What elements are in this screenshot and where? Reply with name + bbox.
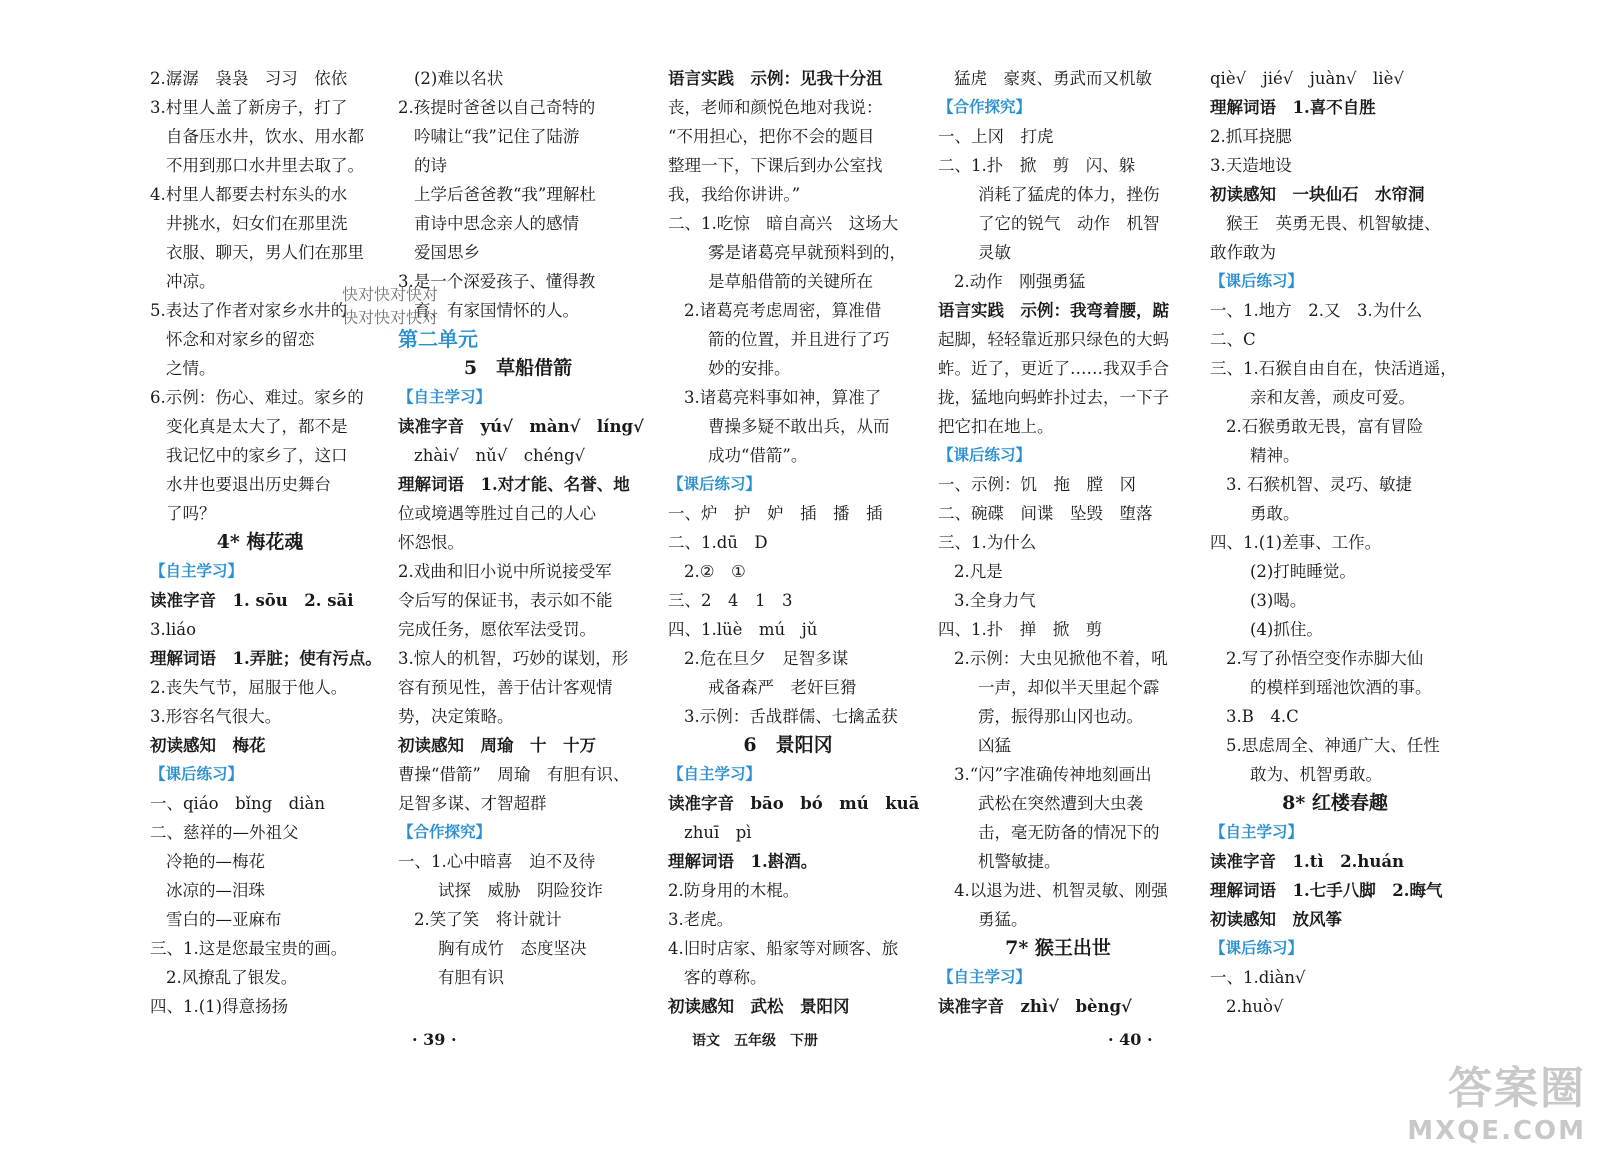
answer-line: 2.石猴勇敢无畏，富有冒险 xyxy=(1226,417,1424,436)
answer-line: “不用担心，把你不会的题目 xyxy=(668,127,875,146)
answer-line: 理解词语 1.喜不自胜 xyxy=(1210,98,1376,117)
answer-line: 猛虎 豪爽、勇武而又机敏 xyxy=(954,69,1152,88)
answer-line: 戒备森严 老奸巨猾 xyxy=(708,678,857,697)
lesson-title: 4* 梅花魂 xyxy=(216,531,304,553)
answer-line: 2.危在旦夕 足智多谋 xyxy=(684,649,849,668)
answer-line: 曹操多疑不敢出兵，从而 xyxy=(708,417,890,436)
answer-line: 2.风撩乱了银发。 xyxy=(166,968,298,987)
answer-line: qiè√ jié√ juàn√ liè√ xyxy=(1210,69,1404,88)
answer-line: 我记忆中的家乡了，这口 xyxy=(166,446,348,465)
answer-line: 雳，振得那山冈也动。 xyxy=(978,707,1143,726)
answer-line: 二、1.扑 掀 剪 闪、躲 xyxy=(938,156,1136,175)
answer-line: 2.抓耳挠腮 xyxy=(1210,127,1292,146)
stamp-overlay xyxy=(342,282,438,328)
answer-line: 雪白的—亚麻布 xyxy=(166,910,282,929)
answer-line: 6.示例：伤心、难过。家乡的 xyxy=(150,388,364,407)
answer-line: 三、1.这是您最宝贵的画。 xyxy=(150,939,348,958)
answer-line: 四、1.扑 掸 掀 剪 xyxy=(938,620,1103,639)
watermark-url: MXQE.COM xyxy=(1407,1116,1586,1146)
answer-line: 试探 威胁 阴险狡诈 xyxy=(438,881,603,900)
answer-line: 3. 石猴机智、灵巧、敏捷 xyxy=(1226,475,1412,494)
answer-line: 拢，猛地向蚂蚱扑过去，一下子 xyxy=(938,388,1169,407)
answer-line: 二、1.dū D xyxy=(668,533,768,552)
answer-line: (2)打盹睡觉。 xyxy=(1250,562,1356,581)
answer-line: 上学后爸爸教“我”理解杜 xyxy=(414,185,596,204)
answer-line: 一、炉 护 妒 插 播 插 xyxy=(668,504,883,523)
answer-line: 2.潺潺 袅袅 习习 依依 xyxy=(150,69,348,88)
answer-line: 读准字音 zhì√ bèng√ xyxy=(938,997,1132,1016)
column-5 xyxy=(1210,64,1460,1021)
answer-line: zhuī pì xyxy=(684,823,752,842)
answer-line: 曹操“借箭” 周瑜 有胆有识、 xyxy=(398,765,630,784)
answer-line: 初读感知 一块仙石 水帘洞 xyxy=(1210,185,1425,204)
answer-line: 4.以退为进、机智灵敏、刚强 xyxy=(954,881,1168,900)
answer-line: 灵敏 xyxy=(978,243,1011,262)
answer-line: 不用到那口水井里去取了。 xyxy=(166,156,364,175)
answer-line: 二、1.吃惊 暗自高兴 这场大 xyxy=(668,214,899,233)
answer-line: 完成任务，愿依军法受罚。 xyxy=(398,620,596,639)
answer-line: 勇猛。 xyxy=(978,910,1028,929)
stamp-line-1: 快对快对快对 xyxy=(342,285,439,304)
answer-line: 客的尊称。 xyxy=(684,968,767,987)
answer-line: 机警敏捷。 xyxy=(978,852,1061,871)
answer-line: 三、2 4 1 3 xyxy=(668,591,793,610)
answer-line: 爱国思乡 xyxy=(414,243,480,262)
answer-line: 了它的锐气 动作 机智 xyxy=(978,214,1160,233)
answer-line: 理解词语 1.七手八脚 2.晦气 xyxy=(1210,881,1443,900)
answer-line: 理解词语 1.对才能、名誉、地 xyxy=(398,475,630,494)
answer-line: (3)喝。 xyxy=(1250,591,1307,610)
answer-line: 衣服、聊天，男人们在那里 xyxy=(166,243,364,262)
answer-line: 读准字音 1.tì 2.huán xyxy=(1210,852,1405,871)
lesson-title: 7* 猴王出世 xyxy=(1005,937,1111,959)
answer-line: 3.形容名气很大。 xyxy=(150,707,282,726)
answer-line: 2.动作 刚强勇猛 xyxy=(954,272,1086,291)
column-3 xyxy=(668,64,920,1021)
answer-line: 容有预见性，善于估计客观情 xyxy=(398,678,613,697)
answer-line: 令后写的保证书，表示如不能 xyxy=(398,591,613,610)
answer-line: 2.笑了笑 将计就计 xyxy=(414,910,562,929)
answer-line: (2)难以名状 xyxy=(414,69,504,88)
answer-line: 2.凡是 xyxy=(954,562,1003,581)
answer-line: 雾是诸葛亮早就预料到的， xyxy=(708,243,906,262)
answer-line: 势，决定策略。 xyxy=(398,707,514,726)
answer-line: 妙的安排。 xyxy=(708,359,791,378)
answer-line: 3.村里人盖了新房子，打了 xyxy=(150,98,348,117)
answer-line: 3.B 4.C xyxy=(1226,707,1299,726)
answer-line: 之情。 xyxy=(166,359,216,378)
column-4 xyxy=(938,64,1178,1021)
answer-line: 井挑水，妇女们在那里洗 xyxy=(166,214,348,233)
answer-line: 3.诸葛亮料事如神，算准了 xyxy=(684,388,882,407)
answer-line: 初读感知 放风筝 xyxy=(1210,910,1342,929)
answer-line: 3.天造地设 xyxy=(1210,156,1292,175)
answer-line: 一、上冈 打虎 xyxy=(938,127,1054,146)
answer-line: 读准字音 yú√ màn√ líng√ xyxy=(398,417,644,436)
page-number-right: · 40 · xyxy=(1108,1030,1153,1049)
answer-line: 一、示例：饥 拖 膛 冈 xyxy=(938,475,1136,494)
answer-line: 整理一下，下课后到办公室找 xyxy=(668,156,883,175)
answer-line: 把它扣在地上。 xyxy=(938,417,1054,436)
answer-line: 武松在突然遭到大虫袭 xyxy=(978,794,1143,813)
answer-line: 凶猛 xyxy=(978,736,1011,755)
answer-line: 位或境遇等胜过自己的人心 xyxy=(398,504,596,523)
stamp-line-2: 快对快对快对 xyxy=(342,308,439,327)
answer-line: 足智多谋、才智超群 xyxy=(398,794,547,813)
answer-line: 成功“借箭”。 xyxy=(708,446,808,465)
answer-line: 一、qiáo bǐng diàn xyxy=(150,794,325,813)
section-heading: 【自主学习】 xyxy=(1210,823,1304,841)
watermark-logo xyxy=(1407,1052,1586,1146)
answer-line: 敢作敢为 xyxy=(1210,243,1276,262)
section-heading: 【合作探究】 xyxy=(938,98,1032,116)
answer-line: 二、慈祥的—外祖父 xyxy=(150,823,299,842)
answer-line: 蚱。近了，更近了……我双手合 xyxy=(938,359,1169,378)
answer-line: 理解词语 1.斟酒。 xyxy=(668,852,818,871)
answer-line: 二、C xyxy=(1210,330,1256,349)
lesson-title: 6 景阳冈 xyxy=(743,734,833,756)
answer-line: 2.② ① xyxy=(684,562,746,581)
answer-line: 的诗 xyxy=(414,156,447,175)
answer-line: 一、1.地方 2.又 3.为什么 xyxy=(1210,301,1423,320)
section-heading: 【自主学习】 xyxy=(668,765,762,783)
answer-line: 四、1.(1)差事、工作。 xyxy=(1210,533,1382,552)
answer-line: 击，毫无防备的情况下的 xyxy=(978,823,1160,842)
column-2 xyxy=(398,64,644,992)
answer-line: 一、1.diàn√ xyxy=(1210,968,1306,987)
answer-line: 吟啸让“我”记住了陆游 xyxy=(414,127,580,146)
answer-line: (4)抓住。 xyxy=(1250,620,1323,639)
section-heading: 【课后练习】 xyxy=(1210,939,1304,957)
answer-line: 读准字音 1. sōu 2. sāi xyxy=(150,591,354,610)
answer-line: 甫诗中思念亲人的感情 xyxy=(414,214,579,233)
answer-line: 读准字音 bāo bó mú kuā xyxy=(668,794,920,813)
unit-title: 第二单元 xyxy=(398,327,478,351)
answer-line: 亲和友善，顽皮可爱。 xyxy=(1250,388,1415,407)
answer-line: 变化真是太大了，都不是 xyxy=(166,417,348,436)
answer-line: 2.戏曲和旧小说中所说接受军 xyxy=(398,562,612,581)
section-heading: 【课后练习】 xyxy=(1210,272,1304,290)
answer-line: 我，我给你讲讲。” xyxy=(668,185,801,204)
answer-line: 3.“闪”字准确传神地刻画出 xyxy=(954,765,1152,784)
answer-line: 了吗？ xyxy=(166,504,216,523)
section-heading: 【自主学习】 xyxy=(938,968,1032,986)
column-1 xyxy=(150,64,382,1021)
answer-line: 3.老虎。 xyxy=(668,910,734,929)
answer-line: 胸有成竹 态度坚决 xyxy=(438,939,587,958)
answer-line: 四、1.lüè mú jǔ xyxy=(668,620,818,639)
answer-line: zhài√ nǔ√ chéng√ xyxy=(414,446,586,465)
answer-line: 的模样到瑶池饮酒的事。 xyxy=(1250,678,1432,697)
answer-line: 3.全身力气 xyxy=(954,591,1036,610)
answer-line: 育、有家国情怀的人。 xyxy=(414,301,579,320)
answer-line: 三、1.石猴自由自在，快活逍遥， xyxy=(1210,359,1457,378)
answer-line: 初读感知 梅花 xyxy=(150,736,266,755)
lesson-title: 5 草船借箭 xyxy=(463,357,573,379)
answer-line: 初读感知 周瑜 十 十万 xyxy=(398,736,596,755)
answer-line: 3.示例：舌战群儒、七擒孟获 xyxy=(684,707,898,726)
answer-line: 起脚，轻轻靠近那只绿色的大蚂 xyxy=(938,330,1169,349)
answer-line: 箭的位置，并且进行了巧 xyxy=(708,330,890,349)
section-heading: 【合作探究】 xyxy=(398,823,492,841)
answer-line: 2.示例：大虫见掀他不着，吼 xyxy=(954,649,1168,668)
answer-line: 怀念和对家乡的留恋 xyxy=(166,330,315,349)
answer-line: 一声，却似半天里起个霹 xyxy=(978,678,1160,697)
answer-line: 二、碗碟 间谍 坠毁 堕落 xyxy=(938,504,1153,523)
section-heading: 【课后练习】 xyxy=(150,765,244,783)
answer-line: 4.旧时店家、船家等对顾客、旅 xyxy=(668,939,899,958)
footer-book-title: 语文 五年级 下册 xyxy=(692,1033,818,1049)
answer-line: 3.惊人的机智，巧妙的谋划，形 xyxy=(398,649,629,668)
answer-line: 理解词语 1.弄脏；使有污点。 xyxy=(150,649,382,668)
answer-line: 自备压水井，饮水、用水都 xyxy=(166,127,364,146)
answer-line: 3.是一个深爱孩子、懂得教 xyxy=(398,272,596,291)
answer-line: 2.丧失气节，屈服于他人。 xyxy=(150,678,348,697)
answer-line: 水井也要退出历史舞台 xyxy=(166,475,331,494)
answer-line: 5.思虑周全、神通广大、任性 xyxy=(1226,736,1440,755)
answer-line: 勇敢。 xyxy=(1250,504,1300,523)
answer-line: 一、1.心中暗喜 迫不及待 xyxy=(398,852,596,871)
answer-line: 3.liáo xyxy=(150,620,197,639)
answer-line: 冰凉的—泪珠 xyxy=(166,881,265,900)
page-number-left: · 39 · xyxy=(412,1030,457,1049)
section-heading: 【自主学习】 xyxy=(150,562,244,580)
answer-line: 2.防身用的木棍。 xyxy=(668,881,800,900)
section-heading: 【自主学习】 xyxy=(398,388,492,406)
answer-line: 消耗了猛虎的体力，挫伤 xyxy=(978,185,1160,204)
answer-line: 怀怨恨。 xyxy=(398,533,464,552)
watermark-text: 答案圈 xyxy=(1448,1063,1586,1114)
answer-line: 有胆有识 xyxy=(438,968,504,987)
answer-line: 2.写了孙悟空变作赤脚大仙 xyxy=(1226,649,1424,668)
answer-line: 四、1.(1)得意扬扬 xyxy=(150,997,289,1016)
answer-line: 敢为、机智勇敢。 xyxy=(1250,765,1382,784)
answer-line: 初读感知 武松 景阳冈 xyxy=(668,997,850,1016)
answer-line: 是草船借箭的关键所在 xyxy=(708,272,873,291)
section-heading: 【课后练习】 xyxy=(938,446,1032,464)
answer-line: 冷艳的—梅花 xyxy=(166,852,265,871)
answer-line: 5.表达了作者对家乡水井的 xyxy=(150,301,348,320)
answer-line: 2.孩提时爸爸以自己奇特的 xyxy=(398,98,596,117)
answer-line: 2.诸葛亮考虑周密，算准借 xyxy=(684,301,882,320)
answer-line: 猴王 英勇无畏、机智敏捷、 xyxy=(1226,214,1441,233)
section-heading: 【课后练习】 xyxy=(668,475,762,493)
answer-line: 语言实践 示例：我弯着腰，踮 xyxy=(938,301,1169,320)
answer-line: 语言实践 示例：见我十分沮 xyxy=(668,69,883,88)
answer-line: 2.huò√ xyxy=(1226,997,1284,1016)
answer-line: 精神。 xyxy=(1250,446,1300,465)
answer-line: 三、1.为什么 xyxy=(938,533,1037,552)
answer-line: 丧，老师和颜悦色地对我说： xyxy=(668,98,883,117)
answer-line: 4.村里人都要去村东头的水 xyxy=(150,185,348,204)
answer-line: 冲凉。 xyxy=(166,272,216,291)
lesson-title: 8* 红楼春趣 xyxy=(1282,792,1388,814)
